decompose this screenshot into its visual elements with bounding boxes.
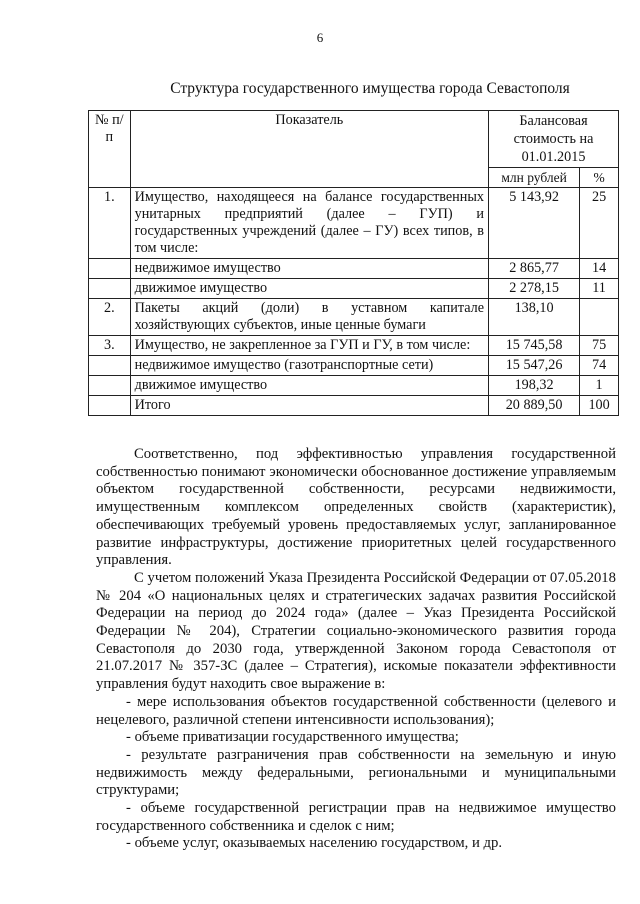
row-value: 20 889,50 [489, 396, 580, 416]
row-num [89, 396, 131, 416]
row-num [89, 376, 131, 396]
row-pct: 25 [580, 188, 619, 259]
body-text [96, 446, 616, 853]
row-name: движимое имущество [130, 376, 488, 396]
table-header-row [89, 111, 619, 168]
header-balance: Балансовая стоимость на 01.01.2015 [489, 111, 619, 168]
row-num: 3. [89, 336, 131, 356]
header-num: № п/п [89, 111, 131, 188]
row-pct: 14 [580, 259, 619, 279]
row-name: недвижимое имущество [130, 259, 488, 279]
table-row [89, 259, 619, 279]
header-indicator: Показатель [130, 111, 488, 188]
table-total-row [89, 396, 619, 416]
row-pct: 100 [580, 396, 619, 416]
row-name: недвижимое имущество (газотранспортные сети) [130, 356, 488, 376]
row-name: Имущество, не закрепленное за ГУП и ГУ, в том числе: [130, 336, 488, 356]
row-pct: 74 [580, 356, 619, 376]
row-num [89, 259, 131, 279]
bullet-item: - объеме государственной регистрации прав на недвижимое имущество государственного собственника и сделок с ним; [96, 800, 616, 834]
bullet-item: - объеме приватизации государственного имущества; [126, 729, 459, 746]
paragraph: Соответственно, под эффективностью управления государственной собственностью понимают экономически обоснованное достижение управляемым объектом государственной собственности, ресурсами недвижимости, имущественным комплексом определенных свойств (характеристик), обеспечивающих требуемый уровень предоставляемых услуг, запланированное развитие инфраструктуры, достижение приоритетных целей государственного управления. [96, 446, 616, 569]
row-name: движимое имущество [130, 279, 488, 299]
row-pct: 1 [580, 376, 619, 396]
table-title: Структура государственного имущества города Севастополя [170, 80, 570, 97]
row-name: Пакеты акций (доли) в уставном капитале хозяйствующих субъектов, иные ценные бумаги [130, 299, 488, 336]
table-row [89, 356, 619, 376]
bullet-item: - результате разграничения прав собственности на земельную и иную недвижимость между федеральными, региональными и муниципальными структурами; [96, 746, 616, 799]
table-row [89, 376, 619, 396]
row-value: 2 865,77 [489, 259, 580, 279]
row-num [89, 279, 131, 299]
row-value: 15 547,26 [489, 356, 580, 376]
row-name: Имущество, находящееся на балансе государственных унитарных предприятий (далее – ГУП) и государственных учреждений (далее – ГУ) всех типов, в том числе: [130, 188, 488, 259]
row-pct: 75 [580, 336, 619, 356]
row-value: 5 143,92 [489, 188, 580, 259]
table-row [89, 299, 619, 336]
row-num [89, 356, 131, 376]
row-value: 15 745,58 [489, 336, 580, 356]
row-num: 2. [89, 299, 131, 336]
row-value: 198,32 [489, 376, 580, 396]
table-row [89, 336, 619, 356]
row-pct: 11 [580, 279, 619, 299]
row-pct [580, 299, 619, 336]
row-value: 2 278,15 [489, 279, 580, 299]
bullet-item: - объеме услуг, оказываемых населению государством, и др. [126, 835, 503, 852]
paragraph: С учетом положений Указа Президента Российской Федерации от 07.05.2018 № 204 «О национальных целях и стратегических задачах развития Российской Федерации на период до 2024 года» (далее – Указ Президента Российской Федерации № 204), Стратегии социально-экономического развития города Севастополя до 2030 года, утвержденной Законом города Севастополя от 21.07.2017 № 357-ЗС (далее – Стратегия), искомые показатели эффективности управления будут находить свое выражение в: [96, 569, 616, 693]
row-name: Итого [130, 396, 488, 416]
page-number: 6 [316, 30, 324, 45]
row-value: 138,10 [489, 299, 580, 336]
header-unit-pct: % [580, 168, 619, 188]
row-num: 1. [89, 188, 131, 259]
table-row [89, 188, 619, 259]
bullet-item: - мере использования объектов государственной собственности (целевого и нецелевого, различной степени интенсивности использования); [96, 693, 616, 728]
property-structure-table [88, 110, 619, 416]
header-unit-mln: млн рублей [489, 168, 580, 188]
table-row [89, 279, 619, 299]
